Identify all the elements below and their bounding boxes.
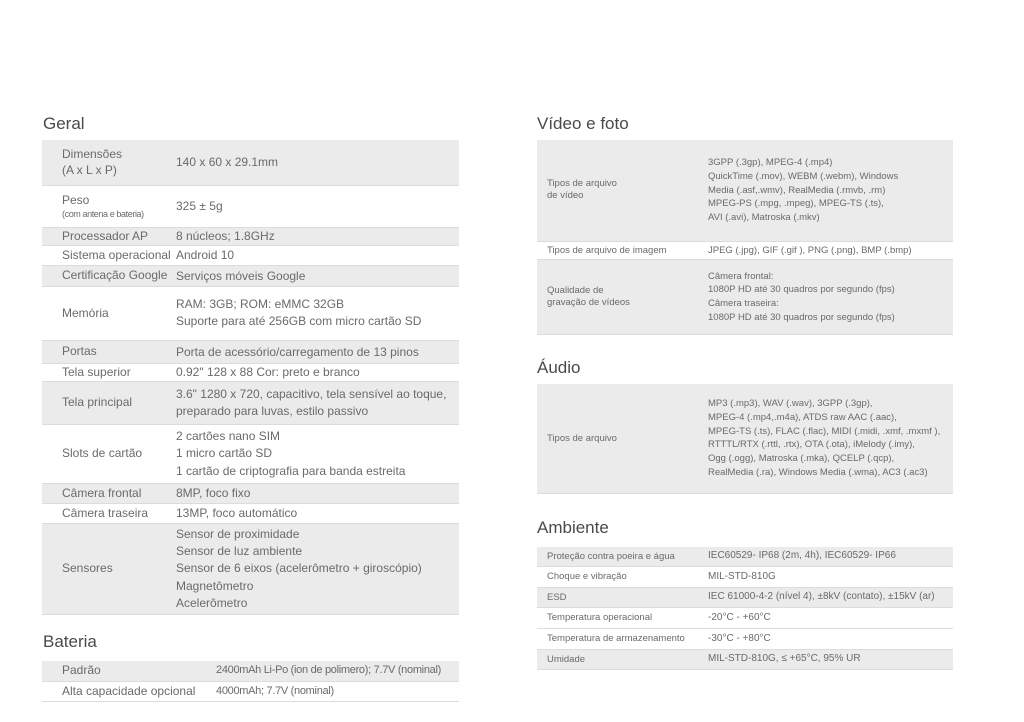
spec-label <box>547 592 567 604</box>
spec-label-line: Sistema operacional <box>62 247 171 262</box>
spec-label-line: Qualidade de <box>547 284 604 296</box>
spec-value <box>176 364 360 381</box>
spec-label <box>547 245 667 257</box>
spec-row-camera-frontal <box>42 484 459 504</box>
spec-label <box>62 229 148 245</box>
spec-value-line: RealMedia (.ra), Windows Media (.wma), AC3 (.ac3) <box>708 466 928 478</box>
spec-value <box>216 684 334 700</box>
spec-value-line: MIL-STD-810G <box>708 570 776 582</box>
spec-label-line: Tipos de arquivo de imagem <box>547 244 667 256</box>
spec-value <box>176 228 275 245</box>
spec-row-peso <box>42 186 459 228</box>
spec-value-line: 1 micro cartão SD <box>176 446 273 461</box>
spec-label-line: Memória <box>62 305 109 320</box>
spec-label-line: Câmera frontal <box>62 485 142 500</box>
spec-row-sistema-operacional <box>42 246 459 266</box>
spec-value-line: IEC60529- IP68 (2m, 4h), IEC60529- IP66 <box>708 550 896 561</box>
spec-row-memoria <box>42 287 459 341</box>
spec-value-line: 1 cartão de criptografia para banda estreita <box>176 463 406 478</box>
spec-label <box>62 663 101 679</box>
section-title-bateria: Bateria <box>43 632 97 651</box>
spec-value <box>708 156 898 225</box>
spec-row-temperatura-operacional <box>537 608 953 629</box>
spec-value <box>708 611 771 626</box>
spec-label <box>547 178 617 203</box>
spec-value <box>708 270 895 325</box>
spec-row-umidade <box>537 650 953 670</box>
section-title-geral: Geral <box>43 114 85 133</box>
spec-value-line: -20°C - +60°C <box>708 611 771 623</box>
spec-label-line: Slots de cartão <box>62 446 143 460</box>
spec-value-line: MIL-STD-810G, ≤ +65°C, 95% UR <box>708 653 861 664</box>
spec-value-line: AVI (.avi), Matroska (.mkv) <box>708 212 820 224</box>
spec-value-line: Magnetômetro <box>176 578 254 593</box>
spec-value <box>708 632 771 647</box>
spec-value-line: 2 cartões nano SIM <box>176 429 281 443</box>
spec-value-line: Media (.asf,.wmv), RealMedia (.rmvb, .rm) <box>708 184 886 196</box>
spec-value-line: preparado para luvas, estilo passivo <box>176 403 369 418</box>
spec-label <box>547 551 675 563</box>
spec-label <box>62 306 109 322</box>
spec-value-line: -30°C - +80°C <box>708 632 771 644</box>
spec-label-line: Tela superior <box>62 364 131 379</box>
spec-value-line: IEC 61000-4-2 (nível 4), ±8kV (contato), ±15kV (ar) <box>708 591 935 602</box>
spec-value-line: Sensor de proximidade <box>176 526 300 541</box>
bateria-spec-table <box>42 661 459 702</box>
spec-row-tipos-de-arquivo-de-imagem <box>537 242 953 260</box>
spec-value <box>708 244 912 258</box>
spec-value-line: 140 x 60 x 29.1mm <box>176 155 279 169</box>
spec-label <box>62 506 148 522</box>
spec-label-line: Alta capacidade opcional <box>62 683 196 698</box>
spec-value-line: 2400mAh Li-Po (ion de polimero); 7.7V (nominal) <box>216 664 441 676</box>
geral-spec-table <box>42 140 459 615</box>
spec-label-line: de vídeo <box>547 190 584 202</box>
spec-label-line: Choque e vibração <box>547 571 627 582</box>
spec-label-line: Padrão <box>62 663 101 677</box>
spec-label <box>62 446 142 462</box>
spec-label <box>547 612 652 624</box>
spec-row-temperatura-de-armazenamento <box>537 629 953 650</box>
spec-label-line: Sensores <box>62 561 113 575</box>
audio-spec-table <box>537 384 953 494</box>
spec-label-line: Tipos de arquivo <box>547 432 617 444</box>
spec-label <box>62 486 141 502</box>
spec-value <box>176 198 223 215</box>
spec-row-tipos-de-arquivo <box>537 384 953 494</box>
spec-row-padrao <box>42 661 459 682</box>
spec-value-line: Porta de acessório/carregamento de 13 pinos <box>176 344 419 359</box>
spec-value-line: 1080P HD até 30 quadros por segundo (fps) <box>708 284 895 296</box>
spec-label-line: Processador AP <box>62 228 149 243</box>
spec-row-tipos-de-arquivo <box>537 140 953 242</box>
spec-value-line: JPEG (.jpg), GIF (.gif ), PNG (.png), BMP (.bmp) <box>708 244 912 256</box>
spec-label <box>62 248 171 264</box>
spec-label-line: Temperatura de armazenamento <box>547 633 685 644</box>
spec-label <box>547 433 617 445</box>
spec-label <box>547 633 685 645</box>
spec-label-line: Umidade <box>547 653 586 665</box>
spec-value-line: 4000mAh; 7.7V (nominal) <box>216 684 334 697</box>
spec-value-line: 13MP, foco automático <box>176 506 298 520</box>
spec-value-line: Ogg (.ogg), Matroska (.mka), QCELP (.qcp), <box>708 453 895 465</box>
spec-value <box>176 344 419 361</box>
spec-value-line: Serviços móveis Google <box>176 268 306 283</box>
spec-label-line: Tela principal <box>62 395 133 409</box>
spec-value <box>176 505 297 522</box>
spec-label-line: Proteção contra poeira e água <box>547 550 675 562</box>
spec-value-line: QuickTime (.mov), WEBM (.webm), Windows <box>708 170 899 182</box>
spec-row-slots-de-cartao <box>42 425 459 484</box>
section-title-audio: Áudio <box>537 358 581 377</box>
spec-label <box>62 561 113 577</box>
spec-value-line: RAM: 3GB; ROM: eMMC 32GB <box>176 297 345 311</box>
spec-value <box>176 268 305 285</box>
spec-value <box>708 570 776 585</box>
spec-value <box>176 247 234 264</box>
spec-label <box>62 147 122 178</box>
spec-value-line: 3GPP (.3gp), MPEG-4 (.mp4) <box>708 157 833 168</box>
spec-value-line: MPEG-4 (.mp4,.m4a), ATDS raw AAC (.aac), <box>708 411 897 423</box>
spec-value-line: Câmera traseira: <box>708 298 779 310</box>
video-spec-table <box>537 140 953 335</box>
spec-row-protecao-contra-poeira-e-agua <box>537 547 953 567</box>
spec-value-line: Sensor de luz ambiente <box>176 543 303 558</box>
spec-value <box>176 386 446 421</box>
spec-value-line: Sensor de 6 eixos (acelerômetro + giroscópio) <box>176 561 422 576</box>
spec-row-portas <box>42 341 459 364</box>
spec-label <box>62 344 97 360</box>
spec-value <box>176 485 250 502</box>
spec-row-camera-traseira <box>42 504 459 524</box>
spec-label-line: gravação de vídeos <box>547 296 630 308</box>
spec-row-esd <box>537 588 953 608</box>
spec-value-line: 0.92" 128 x 88 Cor: preto e branco <box>176 365 360 379</box>
spec-label-line: Certificação Google <box>62 268 168 282</box>
spec-label-line: Temperatura operacional <box>547 612 653 623</box>
spec-row-sensores <box>42 524 459 615</box>
spec-label-line: (A x L x P) <box>62 162 117 177</box>
spec-label-line: Peso <box>62 193 90 207</box>
spec-row-processador-ap <box>42 228 459 246</box>
spec-label-line: Dimensões <box>62 147 123 161</box>
spec-label <box>547 571 627 583</box>
spec-value-line: MP3 (.mp3), WAV (.wav), 3GPP (.3gp), <box>708 398 873 409</box>
spec-value <box>176 526 422 613</box>
spec-value-line: Suporte para até 256GB com micro cartão SD <box>176 314 422 329</box>
spec-value <box>708 652 861 667</box>
ambiente-spec-table <box>537 547 953 670</box>
spec-label <box>62 684 195 700</box>
spec-label-line: Tipos de arquivo <box>547 178 617 189</box>
spec-row-tela-principal <box>42 382 459 425</box>
spec-label <box>62 268 167 284</box>
spec-value-line: Android 10 <box>176 248 235 262</box>
spec-value-line: RTTTL/RTX (.rttl, .rtx), OTA (.ota), iMelody (.imy), <box>708 439 915 451</box>
spec-value <box>176 428 405 480</box>
spec-row-dimensoes <box>42 140 459 186</box>
section-title-video: Vídeo e foto <box>537 114 629 133</box>
spec-value <box>176 296 421 331</box>
spec-value-line: 1080P HD até 30 quadros por segundo (fps) <box>708 311 895 323</box>
spec-value <box>708 549 896 564</box>
spec-label <box>62 395 132 411</box>
spec-row-qualidade-de <box>537 260 953 335</box>
spec-value-line: 3.6" 1280 x 720, capacitivo, tela sensível ao toque, <box>176 386 447 401</box>
spec-value <box>216 663 441 679</box>
spec-value-line: 8 núcleos; 1.8GHz <box>176 229 275 243</box>
spec-value-line: MPEG-PS (.mpg, .mpeg), MPEG-TS (.ts), <box>708 198 884 210</box>
spec-row-choque-e-vibracao <box>537 567 953 588</box>
section-title-ambiente: Ambiente <box>537 518 609 537</box>
spec-value <box>708 590 935 605</box>
spec-value-line: Acelerômetro <box>176 596 248 611</box>
spec-row-certificacao-google <box>42 266 459 287</box>
spec-label <box>547 654 585 666</box>
spec-label-line: Câmera traseira <box>62 505 149 520</box>
spec-value-line: MPEG-TS (.ts), FLAC (.flac), MIDI (.midi, .xmf, .mxmf ), <box>708 425 941 437</box>
spec-label <box>547 285 630 310</box>
spec-label-line: Portas <box>62 344 97 358</box>
spec-row-tela-superior <box>42 364 459 382</box>
spec-label <box>62 365 131 381</box>
spec-value-line: Câmera frontal: <box>708 270 774 282</box>
spec-value-line: 8MP, foco fixo <box>176 486 251 500</box>
spec-label-line: ESD <box>547 591 567 603</box>
spec-row-alta-capacidade-opcional <box>42 682 459 702</box>
spec-value <box>708 397 940 480</box>
spec-value-line: 325 ± 5g <box>176 199 223 213</box>
spec-label <box>62 193 144 220</box>
spec-label-line: (com antena e bateria) <box>62 208 144 219</box>
spec-value <box>176 154 278 171</box>
